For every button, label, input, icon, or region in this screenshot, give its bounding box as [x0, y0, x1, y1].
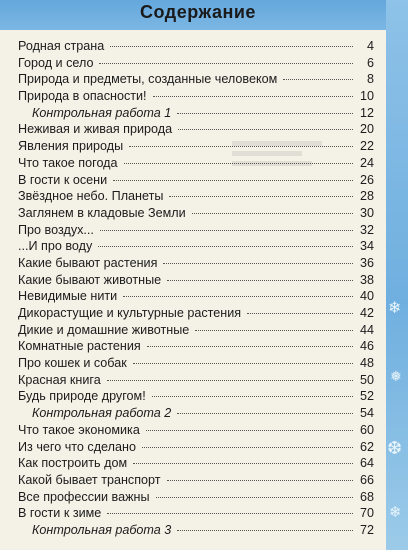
toc-entry-page-number: 50 [359, 372, 374, 387]
toc-entry-page-number: 12 [359, 105, 374, 120]
dot-leader [177, 413, 353, 414]
snowflake-icon: ❄ [388, 298, 402, 317]
dot-leader [156, 497, 353, 498]
toc-entry-label: Контрольная работа 2 [32, 406, 172, 421]
toc-entry-page-number: 64 [359, 456, 374, 471]
toc-entry-page-number: 46 [359, 339, 374, 354]
dot-leader [100, 230, 353, 231]
toc-entry-page-number: 48 [359, 356, 374, 371]
toc-entry[interactable] [18, 373, 374, 390]
dot-leader [163, 263, 353, 264]
toc-entry-label: Контрольная работа 3 [32, 522, 172, 537]
dot-leader [169, 196, 353, 197]
toc-entry-label: Природа в опасности! [18, 89, 147, 104]
toc-entry-label: Дикие и домашние животные [18, 322, 190, 337]
dot-leader [123, 296, 353, 297]
toc-entry-label: В гости к зиме [18, 506, 102, 521]
toc-entry-page-number: 34 [359, 239, 374, 254]
dot-leader [107, 513, 353, 514]
toc-entry[interactable] [18, 339, 374, 356]
dot-leader [99, 63, 353, 64]
toc-entry[interactable] [18, 106, 374, 123]
toc-entry-label: Неживая и живая природа [18, 122, 173, 137]
dot-leader [153, 96, 353, 97]
toc-entry-label: В гости к осени [18, 172, 108, 187]
toc-entry-label: Заглянем в кладовые Земли [18, 205, 186, 220]
dot-leader [167, 480, 353, 481]
toc-entry[interactable] [18, 273, 374, 290]
toc-entry-label: Будь природе другом! [18, 389, 146, 404]
toc-entry-label: Контрольная работа 1 [32, 105, 172, 120]
snowflake-icon: ❅ [390, 369, 402, 385]
toc-entry-page-number: 66 [359, 472, 374, 487]
toc-entry-page-number: 36 [359, 255, 374, 270]
dot-leader [113, 180, 353, 181]
toc-entry[interactable] [18, 39, 374, 56]
toc-entry[interactable] [18, 423, 374, 440]
toc-entry[interactable] [18, 473, 374, 490]
table-of-contents [18, 39, 374, 540]
toc-entry-label: Явления природы [18, 139, 124, 154]
toc-entry-label: Про воздух... [18, 222, 94, 237]
toc-entry[interactable] [18, 506, 374, 523]
toc-entry-label: Как построить дом [18, 456, 128, 471]
dot-leader [195, 330, 353, 331]
dot-leader [178, 129, 353, 130]
toc-entry[interactable] [18, 456, 374, 473]
dot-leader [133, 463, 353, 464]
toc-entry-page-number: 22 [359, 139, 374, 154]
toc-entry[interactable] [18, 122, 374, 139]
dot-leader [177, 530, 353, 531]
toc-entry[interactable] [18, 523, 374, 540]
dot-leader [107, 380, 353, 381]
dot-leader [129, 146, 353, 147]
toc-entry-page-number: 4 [366, 39, 374, 53]
toc-entry-label: Природа и предметы, созданные человеком [18, 72, 278, 87]
snowflake-icon: ❄ [389, 503, 402, 521]
toc-entry-page-number: 26 [359, 172, 374, 187]
toc-entry[interactable] [18, 72, 374, 89]
toc-entry-page-number: 8 [366, 72, 374, 87]
toc-entry[interactable] [18, 89, 374, 106]
toc-entry[interactable] [18, 206, 374, 223]
toc-entry-label: Какие бывают животные [18, 272, 162, 287]
dot-leader [177, 113, 353, 114]
page-title: Содержание [140, 2, 256, 22]
toc-entry-label: Что такое экономика [18, 422, 140, 437]
dot-leader [167, 280, 353, 281]
toc-entry-page-number: 40 [359, 289, 374, 304]
toc-entry[interactable] [18, 156, 374, 173]
toc-entry-page-number: 38 [359, 272, 374, 287]
toc-entry-label: Дикорастущие и культурные растения [18, 306, 242, 320]
toc-entry[interactable] [18, 56, 374, 73]
snowflake-icon: ❆ [387, 438, 403, 459]
dot-leader [147, 346, 353, 347]
toc-entry-page-number: 42 [359, 306, 374, 320]
dot-leader [152, 396, 353, 397]
toc-entry[interactable] [18, 406, 374, 423]
toc-entry-page-number: 10 [359, 89, 374, 104]
toc-entry-label: ...И про воду [18, 239, 93, 254]
toc-entry-page-number: 54 [359, 406, 374, 421]
toc-entry[interactable] [18, 256, 374, 273]
toc-entry-page-number: 28 [359, 189, 374, 204]
toc-entry-label: Все профессии важны [18, 489, 150, 504]
dot-leader [192, 213, 353, 214]
toc-entry-page-number: 44 [359, 322, 374, 337]
toc-entry-page-number: 52 [359, 389, 374, 404]
toc-entry[interactable] [18, 239, 374, 256]
toc-entry-label: Невидимые нити [18, 289, 118, 304]
toc-entry-label: Звёздное небо. Планеты [18, 189, 164, 204]
toc-entry[interactable] [18, 189, 374, 206]
toc-entry-label: Город и село [18, 55, 94, 70]
toc-entry-page-number: 30 [359, 205, 374, 220]
dot-leader [146, 430, 353, 431]
dot-leader [133, 363, 353, 364]
toc-entry-page-number: 24 [359, 155, 374, 170]
toc-entry[interactable] [18, 173, 374, 190]
toc-entry-page-number: 6 [366, 55, 374, 70]
toc-entry[interactable] [18, 440, 374, 457]
toc-entry[interactable] [18, 389, 374, 406]
toc-entry-page-number: 72 [359, 522, 374, 537]
dot-leader [247, 313, 353, 314]
decorative-side-band [386, 0, 408, 550]
toc-entry[interactable] [18, 356, 374, 373]
toc-entry-page-number: 62 [359, 439, 374, 454]
toc-entry[interactable] [18, 323, 374, 340]
toc-entry-label: Какие бывают растения [18, 255, 158, 270]
dot-leader [142, 447, 353, 448]
toc-entry-label: Из чего что сделано [18, 439, 136, 454]
toc-entry-label: Что такое погода [18, 155, 118, 170]
toc-entry-label: Какой бывает транспорт [18, 472, 161, 487]
toc-entry[interactable] [18, 306, 374, 323]
toc-entry[interactable] [18, 289, 374, 306]
dot-leader [124, 163, 353, 164]
toc-entry-page-number: 68 [359, 489, 374, 504]
dot-leader [283, 79, 353, 80]
toc-entry[interactable] [18, 223, 374, 240]
toc-entry-page-number: 70 [359, 506, 374, 521]
toc-entry-page-number: 60 [359, 422, 374, 437]
dot-leader [98, 246, 353, 247]
toc-entry-page-number: 32 [359, 222, 374, 237]
toc-entry[interactable] [18, 490, 374, 507]
toc-entry-label: Родная страна [18, 39, 105, 53]
toc-entry[interactable] [18, 139, 374, 156]
toc-entry-page-number: 20 [359, 122, 374, 137]
toc-entry-label: Красная книга [18, 372, 101, 387]
dot-leader [110, 46, 353, 47]
toc-entry-label: Комнатные растения [18, 339, 141, 354]
toc-entry-label: Про кошек и собак [18, 356, 127, 371]
